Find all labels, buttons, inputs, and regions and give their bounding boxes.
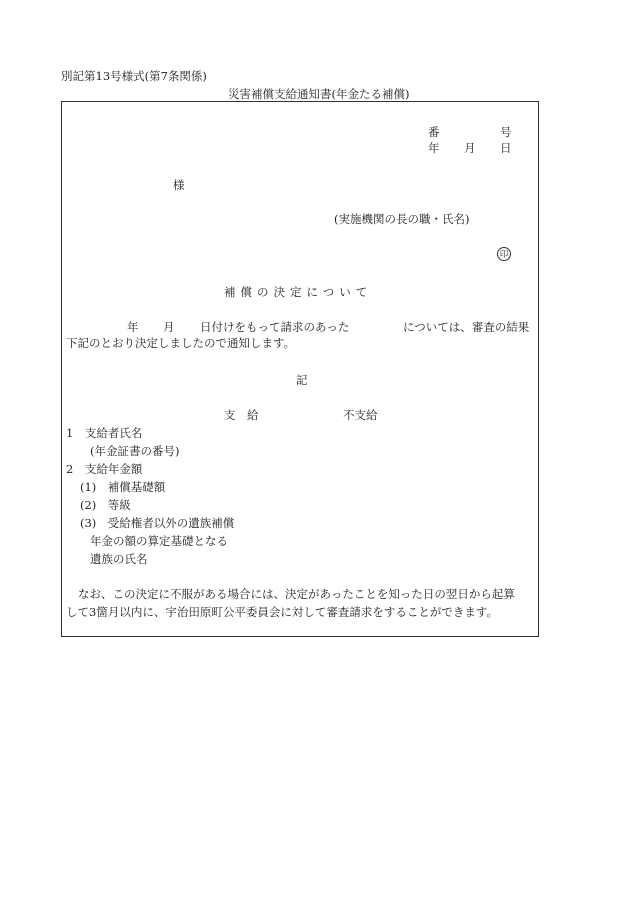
item-2: 2 支給年金額 (66, 462, 143, 476)
date-month: 月 (464, 141, 476, 155)
notice-line2: して3箇月以内に、宇治田原町公平委員会に対して審査請求をすることができます。 (66, 605, 498, 619)
decision-pay: 支 給 (224, 408, 259, 422)
seal-mark: 印 (497, 247, 511, 261)
item-2-3-line3: 遺族の氏名 (90, 552, 148, 566)
item-2-1: (1) 補償基礎額 (80, 480, 166, 494)
item-1-sub: (年金証書の番号) (90, 444, 180, 458)
addressee-sama: 様 (173, 178, 185, 192)
body-line1-b: については、審査の結果 (403, 320, 530, 334)
item-2-3: (3) 受給権者以外の遺族補償 (80, 516, 235, 530)
body-year: 年 (127, 320, 139, 334)
notice-line1: なお、この決定に不服がある場合には、決定があったことを知った日の翌日から起算 (78, 587, 515, 601)
item-2-3-line2: 年金の額の算定基礎となる (90, 534, 228, 548)
item-2-2: (2) 等級 (80, 498, 131, 512)
subject-heading: 補償の決定について (224, 285, 373, 299)
number-go: 号 (500, 125, 512, 139)
date-day: 日 (500, 141, 512, 155)
body-line2: 下記のとおり決定しましたので通知します。 (66, 336, 296, 350)
decision-no-pay: 不支給 (343, 408, 378, 422)
item-1: 1 支給者氏名 (66, 426, 143, 440)
form-label: 別記第13号様式(第7条関係) (61, 69, 207, 83)
body-month: 月 (163, 320, 175, 334)
body-line1-a: 日付けをもって請求のあった (200, 320, 350, 334)
ki-label: 記 (296, 373, 308, 387)
issuer-placeholder: (実施機関の長の職・氏名) (334, 212, 470, 226)
document-title: 災害補償支給通知書(年金たる補償) (228, 87, 410, 101)
number-ban: 番 (428, 125, 440, 139)
date-year: 年 (428, 141, 440, 155)
